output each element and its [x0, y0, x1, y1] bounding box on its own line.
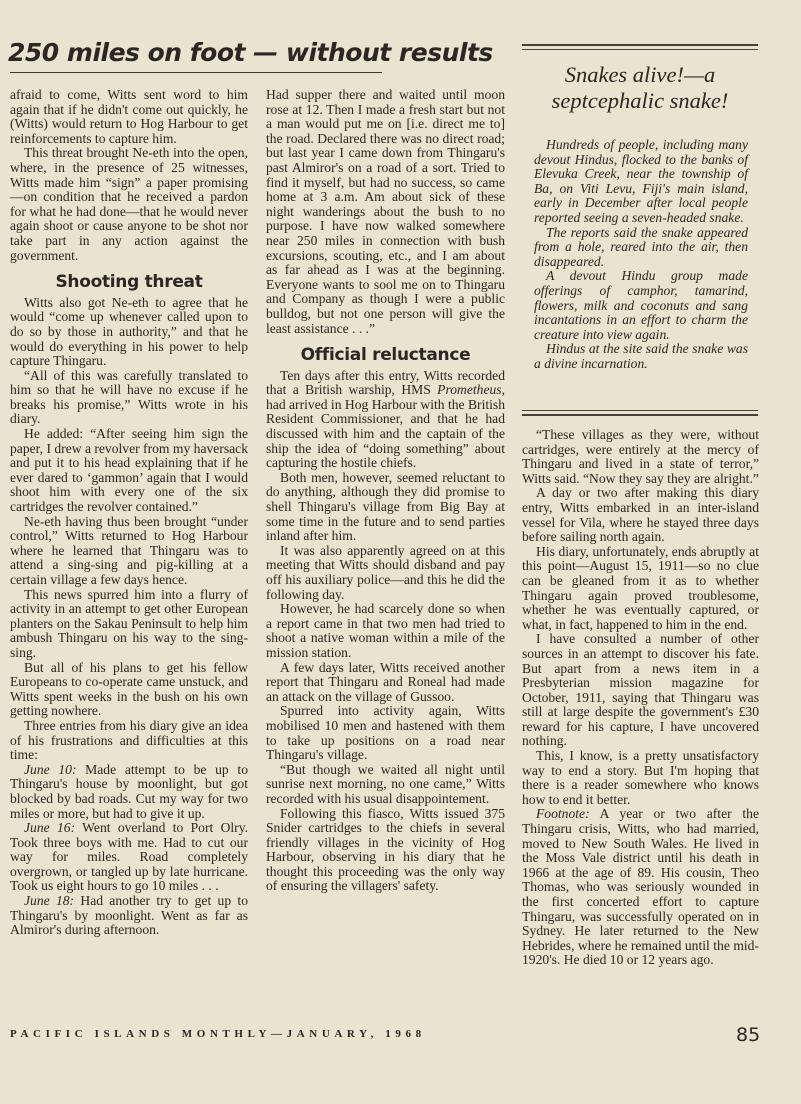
article-column-2 — [266, 88, 505, 894]
diary-entry — [10, 894, 248, 938]
paragraph — [266, 369, 505, 471]
box-rule — [522, 410, 758, 411]
ship-name: Prometheus, — [437, 382, 505, 398]
paragraph: Witts also got Ne-eth to agree that he would “come up whenever called upon to do so by those in authority,” and that he would do everything in his power to help capture Thingaru. — [10, 294, 248, 369]
paragraph: Ne-eth having thus been brought “under control,” Witts returned to Hog Harbour where he learned that Thingaru was to attend a sing-sing and pig-killing at a certain village a few days hence. — [10, 513, 248, 587]
paragraph: This news spurred him into a flurry of activity in an attempt to get other European planters on the Sakau Peninsult to help him ambush Thingaru on his way to the sing-sing. — [10, 586, 248, 660]
page-number: 85 — [736, 1024, 761, 1046]
paragraph: A few days later, Witts received another report that Thingaru and Roneal had made an attack on the village of Gussoo. — [266, 659, 505, 704]
box-rule — [522, 44, 758, 46]
paragraph: This threat brought Ne-eth into the open, where, in the presence of 25 witnesses, Witts made him “sign” a paper promising—on condition that he received a pardon for what he had done—that he would never again shoot or cause anyone to be shot nor take part in any action against the government. — [10, 145, 248, 263]
paragraph: A day or two after making this diary entry, Witts embarked in an inter-island vessel for Vila, where he stayed three days before sailing north again. — [522, 485, 759, 545]
paragraph: He added: “After seeing him sign the paper, I drew a revolver from my haversack and put it to his head explaining that if he ever dared to ‘gammon’ again that I would shoot him with every one of the six cartridges the revolver contained.” — [10, 426, 248, 515]
footnote — [522, 807, 759, 968]
box-body — [534, 138, 748, 372]
diary-text: Went overland to Port Olry. Took three boys with me. Had to cut our way for miles. Road completely overgrown, or tangled up by late hurricane. Took us eight hours to go 10 miles . . . — [10, 820, 248, 894]
subheading-shooting-threat: Shooting threat — [55, 272, 203, 293]
box-rule — [522, 414, 758, 416]
paragraph: His diary, unfortunately, ends abruptly at this point—August 15, 1911—so no clue can be gleaned from it as to whether Thingaru again proved troublesome, whether he was eventually captured, or what, in fact, happened to him in the end. — [522, 543, 759, 632]
paragraph: afraid to come, Witts sent word to him again that if he didn't come out quickly, he (Witts) would return to Hog Harbour to get reinforcements to capture him. — [10, 87, 248, 146]
article-column-1 — [10, 88, 248, 938]
article-column-3 — [522, 428, 759, 968]
diary-date: June 10: — [24, 761, 77, 777]
paragraph: However, he had scarcely done so when a report came in that two men had tried to shoot a native woman within a mile of the mission station. — [266, 601, 505, 660]
sidebar-box — [522, 44, 758, 414]
paragraph: The reports said the snake appeared from a hole, reared into the air, then disappeared. — [534, 224, 748, 269]
paragraph: But all of his plans to get his fellow Europeans to co-operate came unstuck, and Witts spent weeks in the bush on his own getting nowhere. — [10, 659, 248, 719]
diary-text: Made attempt to be up to Thingaru's house by moonlight, but got blocked by bad roads. Cut my way for two miles or more, but had to give it up. — [10, 761, 248, 821]
paragraph-text: Ten days after this entry, Witts recorded that a British warship, HMS — [266, 367, 505, 398]
paragraph: This, I know, is a pretty unsatisfactory way to end a story. But I'm hoping that there is a reader somewhere who knows how to end it better. — [522, 748, 759, 807]
diary-text: Had another try to get up to Thingaru's by moonlight. Went as far as Almiror's during afternoon. — [10, 893, 248, 938]
paragraph: Hundreds of people, including many devout Hindus, flocked to the banks of Elevuka Creek, near the township of Ba, on Viti Levu, Fiji's main island, early in December after local people reported seeing a seven-headed snake. — [534, 137, 748, 225]
paragraph: “All of this was carefully translated to him so that he will have no excuse if he breaks his promise,” Witts wrote in his diary. — [10, 367, 248, 427]
paragraph: “But though we waited all night until sunrise next morning, no one came,” Witts recorded with his usual disappointement. — [266, 761, 505, 806]
headline-rule — [10, 72, 382, 73]
footnote-label: Footnote: — [536, 806, 590, 822]
paragraph: Following this fiasco, Witts issued 375 Snider cartridges to the chiefs in several friendly villages in the vicinity of Hog Harbour, observing in his diary that he thought this proceeding was the only way of ensuring the villagers' safety. — [266, 805, 505, 894]
article-headline: 250 miles on foot — without results — [8, 38, 493, 67]
box-rule — [522, 49, 758, 50]
subheading-official-reluctance: Official reluctance — [300, 345, 471, 366]
diary-entry — [10, 821, 248, 894]
diary-date: June 16: — [24, 820, 76, 836]
diary-date: June 18: — [24, 893, 75, 909]
page-footer-masthead: PACIFIC ISLANDS MONTHLY—JANUARY, 1968 — [10, 1028, 426, 1040]
paragraph-text: had arrived in Hog Harbour with the British Resident Commissioner, and that he had discussed with him and the captain of the ship the idea of “doing something” about capturing the hostile chiefs. — [266, 396, 505, 471]
paragraph: Spurred into activity again, Witts mobilised 10 men and hastened with them to take up positions on a road near Thingaru's village. — [266, 703, 505, 763]
paragraph: A devout Hindu group made offerings of camphor, tamarind, flowers, milk and coconuts and sang incantations in an effort to charm the creature into view again. — [534, 268, 748, 342]
paragraph: I have consulted a number of other sources in an attempt to discover his fate. But apart from a news item in a Presbyterian mission magazine for October, 1911, saying that Thingaru was still at large despite the government's £30 reward for his capture, I have uncovered nothing. — [522, 631, 759, 749]
footnote-text: A year or two after the Thingaru crisis, Witts, who had married, moved to New South Wales. He lived in the Moss Vale district until his death in 1966 at the age of 89. His cousin, Theo Thomas, who was seriously wounded in the first concerted effort to capture Thingaru, was successfully operated on in Sydney. He later returned to the New Hebrides, where he remained until the mid-1920's. He died 10 or 12 years ago. — [522, 806, 759, 968]
paragraph: It was also apparently agreed on at this meeting that Witts should disband and pay off his auxiliary police—and this he did the following day. — [266, 542, 505, 602]
paragraph: “These villages as they were, without cartridges, were entirely at the mercy of Thingaru and lived in a state of terror,” Witts said. “Now they say they are alright.” — [522, 427, 759, 486]
paragraph: Hindus at the site said the snake was a divine incarnation. — [534, 341, 748, 371]
paragraph: Both men, however, seemed reluctant to do anything, although they did promise to shell Thingaru's village from Big Bay at some time in the future and to send parties inland after him. — [266, 469, 505, 544]
paragraph: Had supper there and waited until moon rose at 12. Then I made a fresh start but not a man would put me on [i.e. direct me to] the road. Declared there was no direct road; but last year I came down from Thingaru's past Almiror's on a road of a sort. Tried to find it myself, but had no success, so came home at 3 a.m. Am about sick of these night wanderings about the bush to no purpose. I have now walked somewhere near 250 miles in connection with bush excursions, scouting, etc., and I am about as far ahead as I was at the beginning. Everyone wants to sool me on to Thingaru and Company as though I were a public bulldog, but not one person will give the least assistance . . .” — [266, 87, 505, 336]
paragraph: Three entries from his diary give an idea of his frustrations and difficulties at this time: — [10, 717, 248, 763]
diary-entry — [10, 763, 248, 821]
box-title: Snakes alive!—a septcephalic snake! — [551, 62, 729, 113]
